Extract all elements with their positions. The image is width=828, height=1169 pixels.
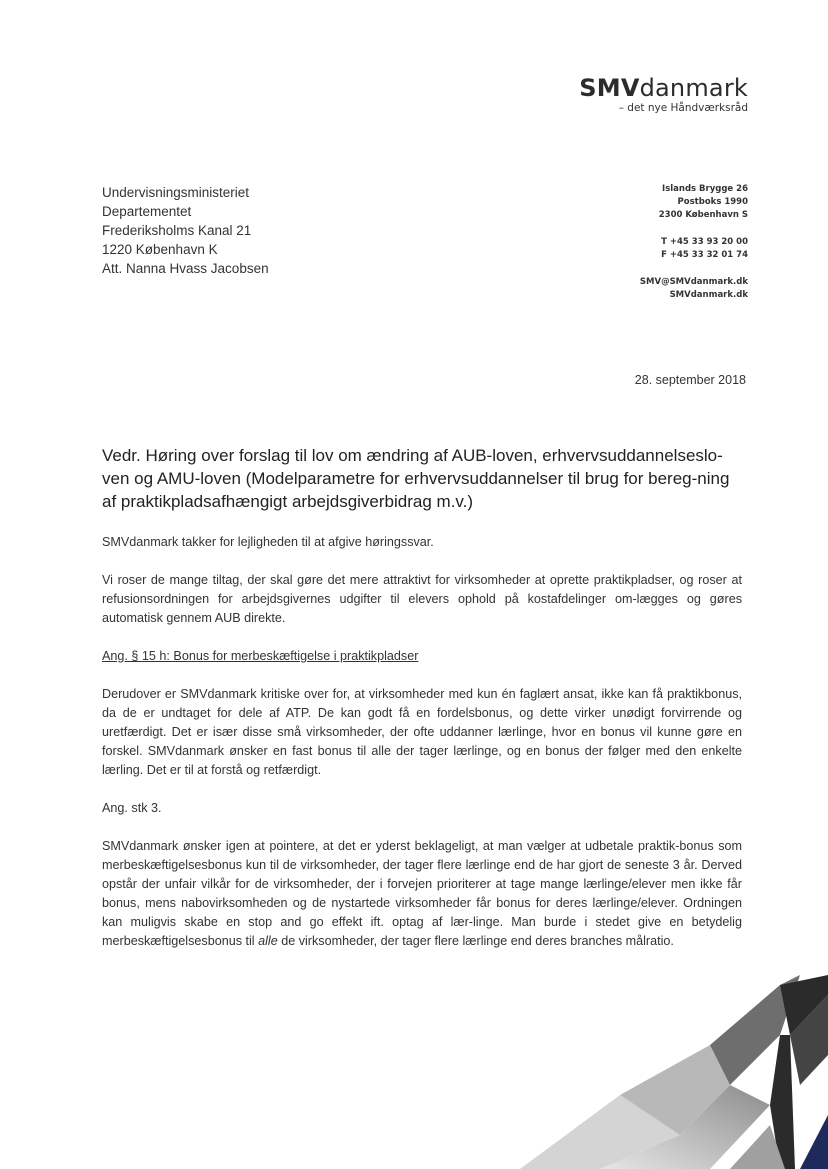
- section-heading: Ang. stk 3.: [102, 801, 162, 815]
- recipient-line: Undervisningsministeriet: [102, 185, 250, 200]
- emphasis-text: alle: [258, 934, 278, 948]
- logo-wordmark: [579, 74, 748, 102]
- sender-city: 2300 København S: [658, 210, 748, 220]
- company-logo: [579, 74, 748, 114]
- section-heading: Ang. § 15 h: Bonus for merbeskæftigelse i praktikpladser: [102, 649, 419, 663]
- paragraph: SMVdanmark takker for lejligheden til at afgive høringssvar.: [102, 535, 434, 549]
- letter-body: [102, 533, 742, 970]
- letter-date: 28. september 2018: [634, 373, 746, 387]
- paragraph: Vi roser de mange tiltag, der skal gøre det mere attraktivt for virksomheder at oprette praktikpladser, og roser at refusionsordningen for arbejdsgivernes udgifter til elevers ophold på kostafdelinger om-lægges og gøres automatisk gennem AUB direkte.: [102, 573, 742, 625]
- recipient-line: Departementet: [102, 204, 192, 219]
- logo-tagline: – det nye Håndværksråd: [618, 102, 748, 114]
- sender-phone: T +45 33 93 20 00: [661, 237, 748, 247]
- paragraph: Derudover er SMVdanmark kritiske over for, at virksomheder med kun én faglært ansat, ikke kan få praktikbonus, da de er undtaget for dele af ATP. De kan godt få en fordelsbonus, og dette virker unødigt forvirrende og uretfærdigt. Det er især disse små virksomheder, der ofte uddanner lærlinge, hvor en bonus vil kunne gøre en forskel. SMVdanmark ønsker en fast bonus til alle der tager lærlinge, og en bonus der følger med den enkelte lærling. Det er til at forstå og retfærdigt.: [102, 687, 742, 777]
- recipient-line: Att. Nanna Hvass Jacobsen: [102, 261, 269, 276]
- sender-address: [640, 183, 748, 302]
- sender-web: SMVdanmark.dk: [669, 290, 748, 300]
- logo-bold-part: SMV: [579, 74, 640, 102]
- sender-street: Islands Brygge 26: [662, 184, 748, 194]
- paragraph-text: SMVdanmark ønsker igen at pointere, at det er yderst beklageligt, at man vælger at udbetale praktik-bonus som merbeskæftigelsesbonus kun til de virksomheder, der tager flere lærlinge end de har gjort de seneste 3 år. Derved opstår der unfair vilkår for de virksomheder, der i forvejen prioriterer at tage mange lærlinge/elever men ikke får bonus, mens nabovirksomheden og de nystartede virksomheder får bonus for deres lærlinge/elever. Ordningen kan muligvis skabe en stop and go effekt ift. optag af lær-linge. Man burde i stedet give en betydelig merbeskæftigelsesbonus til: [102, 839, 742, 948]
- paragraph-text: de virksomheder, der tager flere lærlinge end deres branches målratio.: [277, 934, 674, 948]
- sender-pobox: Postboks 1990: [677, 197, 748, 207]
- recipient-line: 1220 København K: [102, 242, 218, 257]
- letter-subject: Vedr. Høring over forslag til lov om ændring af AUB-loven, erhvervsuddannelseslo-ven og AMU-loven (Modelparametre for erhvervsuddannelser til brug for bereg-ning af praktikpladsafhængigt arbejdsgiverbidrag m.v.): [102, 446, 730, 511]
- paragraph: [102, 837, 742, 951]
- decorative-ribbon-graphic: [480, 975, 828, 1169]
- recipient-line: Frederiksholms Kanal 21: [102, 223, 252, 238]
- recipient-address: [102, 183, 269, 278]
- sender-fax: F +45 33 32 01 74: [661, 250, 748, 260]
- logo-light-part: danmark: [639, 74, 748, 102]
- sender-email: SMV@SMVdanmark.dk: [639, 277, 748, 287]
